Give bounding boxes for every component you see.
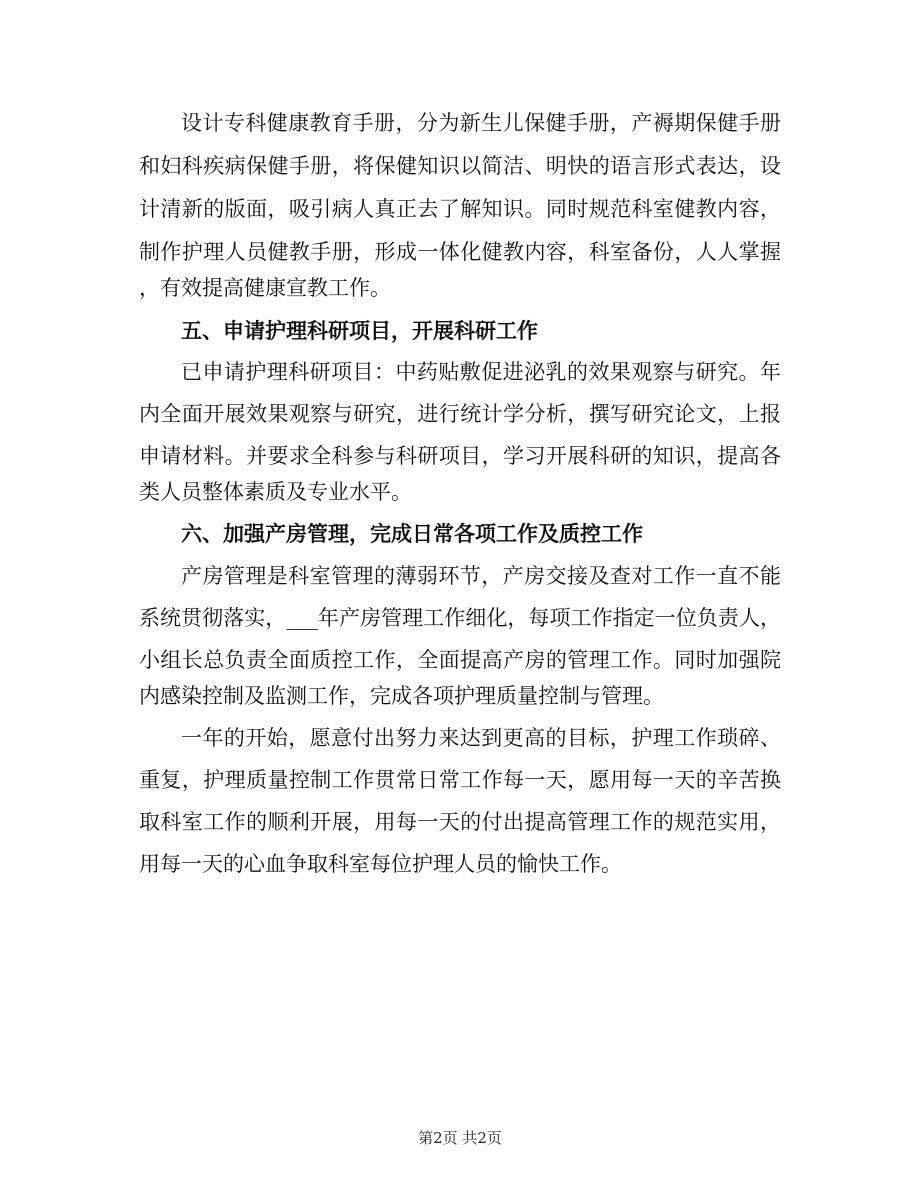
text-line: 和妇科疾病保健手册，将保健知识以简洁、明快的语言形式表达，设 [139,154,781,178]
text-line: 小组长总负责全面质控工作，全面提高产房的管理工作。同时加强院 [139,648,781,672]
section-heading-delivery-room: 六、加强产房管理，完成日常各项工作及质控工作 [181,521,643,546]
text-line: 内感染控制及监测工作，完成各项护理质量控制与管理。 [139,684,664,708]
text-line: 计清新的版面，吸引病人真正去了解知识。同时规范科室健教内容， [139,197,781,221]
text-line: ，有效提高健康宣教工作。 [139,276,391,300]
text-line: 重复，护理质量控制工作贯常日常工作每一天，愿用每一天的辛苦换 [139,768,781,792]
section-heading-research: 五、申请护理科研项目，开展科研工作 [181,318,538,343]
text-line: 内全面开展效果观察与研究，进行统计学分析，撰写研究论文，上报 [139,402,781,426]
text-line: 制作护理人员健教手册，形成一体化健教内容，科室备份，人人掌握 [139,240,781,264]
text-line: 系统贯彻落实，___年产房管理工作细化，每项工作指定一位负责人， [139,606,781,630]
text-line: 一年的开始，愿意付出努力来达到更高的目标，护理工作琐碎、 [181,726,781,750]
text-line: 设计专科健康教育手册，分为新生儿保健手册，产褥期保健手册 [181,111,781,135]
text-line: 已申请护理科研项目：中药贴敷促进泌乳的效果观察与研究。年 [181,360,781,384]
text-line: 用每一天的心血争取科室每位护理人员的愉快工作。 [139,852,622,876]
text-line: 类人员整体素质及专业水平。 [139,480,412,504]
page-number-footer: 第2页 共2页 [418,1129,502,1147]
text-line: 申请材料。并要求全科参与科研项目，学习开展科研的知识，提高各 [139,444,781,468]
text-line: 取科室工作的顺利开展，用每一天的付出提高管理工作的规范实用， [139,810,781,834]
text-line: 产房管理是科室管理的薄弱环节，产房交接及查对工作一直不能 [181,564,781,588]
